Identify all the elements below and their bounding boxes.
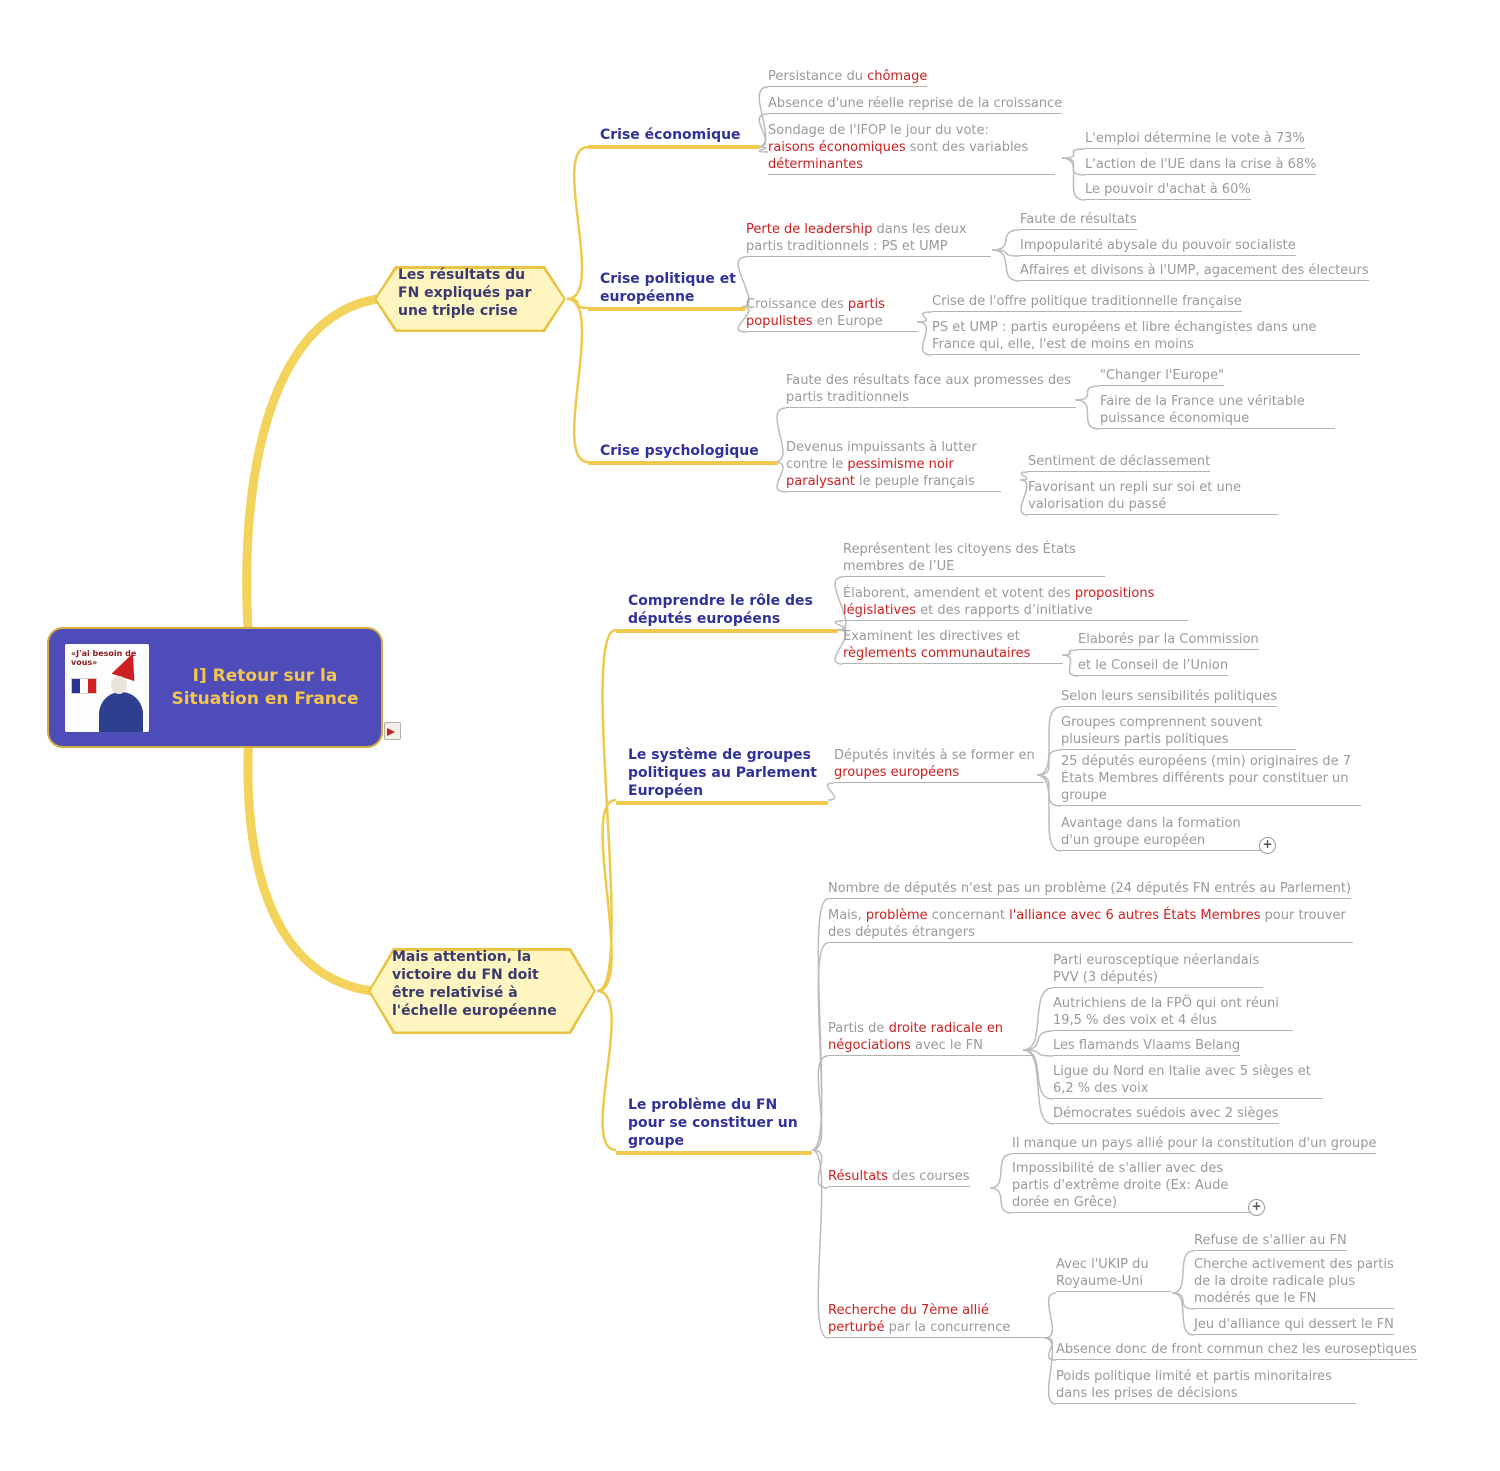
node-ukip[interactable]: Avec l'UKIP du Royaume-Uni (1056, 1256, 1171, 1292)
node-pvv[interactable]: Parti eurosceptique néerlandais PVV (3 députés) (1053, 952, 1263, 988)
node-vlaams-belang[interactable]: Les flamands Vlaams Belang (1053, 1037, 1240, 1056)
subtopic-crise-politique[interactable]: Crise politique et européenne (588, 270, 745, 311)
node-affaires-ump[interactable]: Affaires et divisons à l'UMP, agacement des électeurs (1020, 262, 1369, 281)
node-manque-pays[interactable]: Il manque un pays allié pour la constitution d'un groupe (1012, 1135, 1376, 1154)
node-nombre-deputes[interactable]: Nombre de députés n'est pas un problème (24 députés FN entrés au Parlement) (828, 880, 1351, 899)
node-emploi-73[interactable]: L'emploi détermine le vote à 73% (1085, 130, 1305, 149)
node-ligue-du-nord[interactable]: Ligue du Nord en Italie avec 5 sièges et 6,2 % des voix (1053, 1063, 1323, 1099)
node-25-deputes[interactable]: 25 députés européens (min) originaires de 7 États Membres différents pour constituer un groupe (1061, 753, 1361, 806)
node-perte-leadership[interactable]: Perte de leadership dans les deux partis traditionnels : PS et UMP (746, 221, 991, 257)
node-elaborent[interactable]: Élaborent, amendent et votent des propositions législatives et des rapports d’initiative (843, 585, 1188, 621)
node-conseil[interactable]: et le Conseil de l’Union (1078, 657, 1228, 676)
french-flag-icon (71, 678, 97, 694)
node-plusieurs-partis[interactable]: Groupes comprennent souvent plusieurs partis politiques (1061, 714, 1296, 750)
figure-shape (99, 692, 143, 732)
expand-plus-icon[interactable]: + (1259, 837, 1276, 854)
node-recherche-7eme-allie[interactable]: Recherche du 7ème allié perturbé par la concurrence (828, 1302, 1048, 1338)
node-chomage[interactable]: Persistance du chômage (768, 68, 927, 87)
root-image-caption: «J'ai besoin de vous» (71, 648, 137, 667)
node-declassement[interactable]: Sentiment de déclassement (1028, 453, 1210, 472)
node-droite-radicale[interactable]: Partis de droite radicale en négociations avec le FN (828, 1020, 1033, 1056)
node-pessimisme-noir[interactable]: Devenus impuissants à lutter contre le pessimisme noir paralysant le peuple français (786, 439, 1001, 492)
subtopic-crise-economique[interactable]: Crise économique (588, 126, 760, 149)
root-topic[interactable] (47, 627, 383, 748)
node-poids-limite[interactable]: Poids politique limité et partis minoritaires dans les prises de décisions (1056, 1368, 1356, 1404)
node-repli[interactable]: Favorisant un repli sur soi et une valorisation du passé (1028, 479, 1278, 515)
subtopic-systeme-groupes[interactable]: Le système de groupes politiques au Parlement Européen (616, 746, 828, 805)
node-sondage-ifop[interactable]: Sondage de l'IFOP le jour du vote: raisons économiques sont des variables déterminantes (768, 122, 1055, 175)
node-changer-europe[interactable]: "Changer l'Europe" (1100, 367, 1224, 386)
node-representent[interactable]: Représentent les citoyens des États membres de l’UE (843, 541, 1105, 577)
node-democrates-suedois[interactable]: Démocrates suédois avec 2 sièges (1053, 1105, 1279, 1124)
subtopic-probleme-fn[interactable]: Le problème du FN pour se constituer un groupe (616, 1096, 812, 1155)
node-partis-populistes[interactable]: Croissance des partis populistes en Europe (746, 296, 918, 332)
node-crise-offre[interactable]: Crise de l'offre politique traditionnelle française (932, 293, 1242, 312)
topic-relativiser[interactable] (368, 948, 596, 1034)
node-faute-resultats[interactable]: Faute de résultats (1020, 211, 1137, 230)
node-croissance[interactable]: Absence d'une réelle reprise de la croissance (768, 95, 1062, 114)
attachment-icon[interactable] (384, 722, 401, 740)
topic-relativiser-label: Mais attention, la victoire du FN doit être relativisé à l'échelle européenne (392, 949, 557, 1019)
topic-triple-crise-label: Les résultats du FN expliqués par une triple crise (398, 267, 532, 319)
subtopic-role-deputes[interactable]: Comprendre le rôle des députés européens (616, 592, 838, 633)
node-avantage-formation[interactable]: Avantage dans la formation d'un groupe européen (1061, 815, 1266, 851)
node-achat-60[interactable]: Le pouvoir d'achat à 60% (1085, 181, 1251, 200)
node-impopularite[interactable]: Impopularité abysale du pouvoir socialiste (1020, 237, 1296, 256)
node-puissance-economique[interactable]: Faire de la France une véritable puissance économique (1100, 393, 1335, 429)
expand-plus-icon[interactable]: + (1248, 1199, 1265, 1216)
subtopic-crise-psychologique[interactable]: Crise psychologique (588, 442, 778, 465)
root-image (65, 644, 149, 732)
node-resultats-courses[interactable]: Résultats des courses (828, 1168, 970, 1187)
node-fpo[interactable]: Autrichiens de la FPÖ qui ont réuni 19,5 % des voix et 4 élus (1053, 995, 1293, 1031)
root-title: I] Retour sur la Situation en France (171, 665, 359, 709)
node-ps-ump-europeens[interactable]: PS et UMP : partis européens et libre échangistes dans une France qui, elle, l'est de moins en moins (932, 319, 1360, 355)
node-absence-front-commun[interactable]: Absence donc de front commun chez les euroseptiques (1056, 1341, 1417, 1360)
node-deputes-invites[interactable]: Députés invités à se former en groupes européens (834, 747, 1044, 783)
node-ue-68[interactable]: L'action de l'UE dans la crise à 68% (1085, 156, 1316, 175)
node-jeu-alliance[interactable]: Jeu d'alliance qui dessert le FN (1194, 1316, 1394, 1335)
node-refuse-allier[interactable]: Refuse de s'allier au FN (1194, 1232, 1347, 1251)
node-alliance-6-etats[interactable]: Mais, problème concernant l'alliance avec 6 autres États Membres pour trouver des députés étrangers (828, 907, 1353, 943)
node-commission[interactable]: Elaborés par la Commission (1078, 631, 1259, 650)
node-impossibilite-extreme-droite[interactable]: Impossibilité de s'allier avec des partis d'extrême droite (Ex: Aude dorée en Grêce) (1012, 1160, 1252, 1213)
face-shape (111, 676, 127, 694)
node-cherche-moderes[interactable]: Cherche activement des partis de la droite radicale plus modérés que le FN (1194, 1256, 1394, 1309)
node-sensibilites[interactable]: Selon leurs sensibilités politiques (1061, 688, 1277, 707)
node-faute-promesses[interactable]: Faute des résultats face aux promesses des partis traditionnels (786, 372, 1076, 408)
topic-triple-crise[interactable] (374, 266, 566, 332)
node-examinent[interactable]: Examinent les directives et règlements communautaires (843, 628, 1063, 664)
